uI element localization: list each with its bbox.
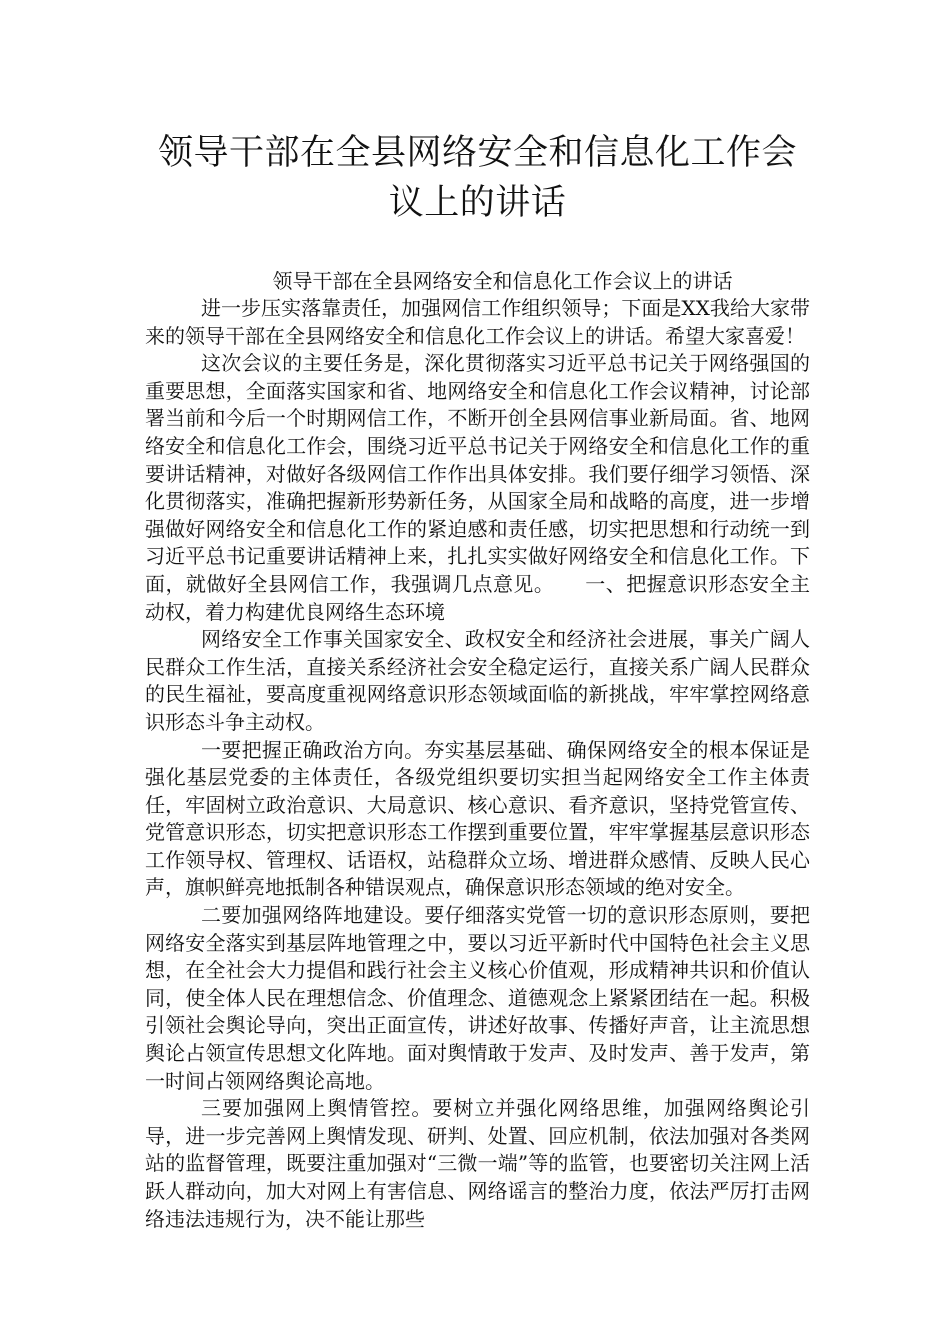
paragraph-intro: 进一步压实落靠责任，加强网信工作组织领导；下面是XX我给大家带来的领导干部在全县网络安全和信息化工作会议上的讲话。希望大家喜爱！: [145, 296, 810, 348]
paragraph-network-security: 网络安全工作事关国家安全、政权安全和经济社会进展，事关广阔人民群众工作生活，直接关系经济社会安全稳定运行，直接关系广阔人民群众的民生福祉，要高度重视网络意识形态领域面临的新挑战，牢牢掌控网络意识形态斗争主动权。: [145, 627, 810, 734]
document-page: [145, 0, 810, 1344]
paragraph-network-position: 二要加强网络阵地建设。要仔细落实党管一切的意识形态原则，要把网络安全落实到基层阵地管理之中，要以习近平新时代中国特色社会主义思想，在全社会大力提倡和践行社会主义核心价值观，形成精神共识和价值认同，使全体人民在理想信念、价值理念、道德观念上紧紧团结在一起。积极引领社会舆论导向，突出正面宣传，讲述好故事、传播好声音，让主流思想舆论占领宣传思想文化阵地。面对舆情敢于发声、及时发声、善于发声，第一时间占领网络舆论高地。: [145, 903, 810, 1093]
document-subtitle: 领导干部在全县网络安全和信息化工作会议上的讲话: [272, 269, 733, 293]
paragraph-tasks: 这次会议的主要任务是，深化贯彻落实习近平总书记关于网络强国的重要思想，全面落实国家和省、地网络安全和信息化工作会议精神，讨论部署当前和今后一个时期网信工作，不断开创全县网信事业新局面。省、地网络安全和信息化工作会，围绕习近平总书记关于网络安全和信息化工作的重要讲话精神，对做好各级网信工作作出具体安排。我们要仔细学习领悟、深化贯彻落实，准确把握新形势新任务，从国家全局和战略的高度，进一步增强做好网络安全和信息化工作的紧迫感和责任感，切实把思想和行动统一到习近平总书记重要讲话精神上来，扎扎实实做好网络安全和信息化工作。下面，就做好全县网信工作，我强调几点意见。 一、把握意识形态安全主动权，着力构建优良网络生态环境: [145, 351, 810, 624]
document-title: 领导干部在全县网络安全和信息化工作会议上的讲话: [157, 133, 797, 223]
paragraph-public-opinion: 三要加强网上舆情管控。要树立并强化网络思维，加强网络舆论引导，进一步完善网上舆情发现、研判、处置、回应机制，依法加强对各类网站的监督管理，既要注重加强对“三微一端”等的监管，也要密切关注网上活跃人群动向，加大对网上有害信息、网络谣言的整治力度，依法严厉打击网络违法违规行为，决不能让那些: [145, 1096, 810, 1231]
paragraph-political-direction: 一要把握正确政治方向。夯实基层基础、确保网络安全的根本保证是强化基层党委的主体责任，各级党组织要切实担当起网络安全工作主体责任，牢固树立政治意识、大局意识、核心意识、看齐意识，坚持党管宣传、党管意识形态，切实把意识形态工作摆到重要位置，牢牢掌握基层意识形态工作领导权、管理权、话语权，站稳群众立场、增进群众感情、反映人民心声，旗帜鲜亮地抵制各种错误观点，确保意识形态领域的绝对安全。: [145, 737, 810, 900]
